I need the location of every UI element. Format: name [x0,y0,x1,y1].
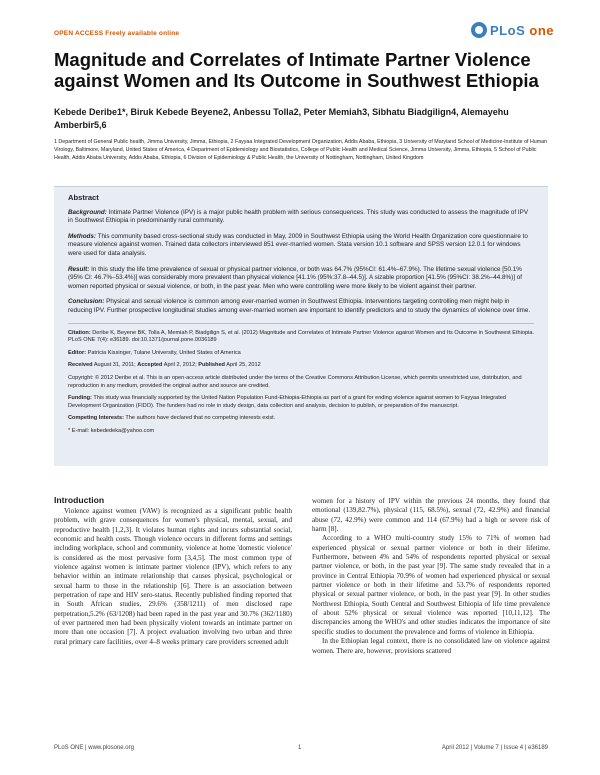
page-number: 1 [298,745,302,751]
paragraph: In the Ethiopian legal context, there is no consolidated law on violence against women. There are, however, provisions scattered [312,637,550,655]
journal-url[interactable]: PLoS ONE | www.plosone.org [54,745,134,751]
editor: Editor: Patricia Kissinger, Tulane University, United States of America [68,349,241,356]
abstract-box [54,186,548,466]
article-metadata [68,330,534,436]
paragraph: women for a history of IPV within the previous 24 months, they found that emotional (139,82.7%), physical (115, 68.5%), sexual (72, 42.9%) and financial abuse (72, 42.9%) were common and 114 (67.9%) had a high or severe risk of harm [8]. [312,497,550,534]
logo-text-one: one [529,22,554,38]
dates: Received August 31, 2011; Accepted April 2, 2012; Published April 25, 2012 [68,362,261,369]
issue-info: April 2012 | Volume 7 | Issue 4 | e36189 [441,745,548,751]
abstract-methods: Methods: This community based cross-sectional study was conducted in May, 2009 in Southwest Ethiopia using the World Health Organization core questionnaire to measure violence against women. Trained data collectors interviewed 851 ever-married women. Stata version 10.1 software and SPSS version 12.0.1 for windows were used for data analysis. [68,232,528,257]
affiliations: 1 Department of General Public health, Jimma University, Jimma, Ethiopia, 2 Fayyaa Integrated Development Organization, Addis Ababa, Ethiopia, 3 University of Maryland School of Medicine-Institute of Human Virology, Baltimore, Maryland, United States of America, 4 Department of Epidemiology and Biostatistics, College of Public Health and Medical Science, Jimma University, Jimma, Ethiopia, 5 School of Public Health, Addis Ababa University, Addis Ababa, Ethiopia, 6 Division of Epidemiology & Public Health, the University of Nottingham, Nottingham, United Kingdom [54,139,548,162]
paragraph: Violence against women (VAW) is recognized as a significant public health problem, with grave consequences for women's physical, mental, sexual, and reproductive health [1,2,3]. It violates human rights and incurs substantial social, economic and health costs. Though violence occurs in different forms and settings including workplace, school and community, violence at home 'domestic violence' is considered as the most pervasive form [3,4,5]. The most common type of violence against women is intimate partner violence (IPV), which refers to any behavior within an intimate relationship that causes physical, psychological or sexual harm to those in the relationship [6]. There is an association between perpetration of rape and HIV sero-status. Recently published finding reported that in South African studies, 29.6% (358/1211) of men disclosed rape perpetration,5.2% (63/1208) had been raped in the past year and 30.7% (362/1180) of ever partnered men had been physically violent towards an intimate partner on more than one occasion [7]. A project evaluation involving two urban and three rural primary care facilities, over 4–8 weeks primary care providers screened adult [54,507,292,646]
open-access-label: OPEN ACCESS Freely available online [54,30,180,37]
copyright: Copyright: © 2012 Deribe et al. This is an open-access article distributed under the terms of the Creative Commons Attribution License, which permits unrestricted use, distribution, and reproduction in any medium, provided the original author and source are credited. [68,374,522,389]
logo-text-plos: PLoS [490,22,526,38]
section-heading-introduction: Introduction [54,495,105,505]
corresponding-email[interactable]: * E-mail: kebededeka@yahoo.com [68,427,155,434]
funding: Funding: This study was financially supported by the United Nation Population Fund-Ethiopia-Ethiopia as part of a grant for ending violence against women to Fayyaa Integrated Development Organization (FIDO). The funders had no role in study design, data collection and analysis, decision to publish, or preparation of the manuscript. [68,395,507,409]
competing-interests: Competing Interests: The authors have declared that no competing interests exist. [68,415,276,422]
paragraph: According to a WHO multi-country study 15% to 71% of women had experienced physical or sexual partner violence or both in their lifetime. Furthermore, between 4% and 54% of respondents reported physical or sexual partner violence, or both, in the past year [9]. The same study revealed that in a province in Central Ethiopia 70.9% of women had experienced physical or sexual partner violence or both in their lifetime and 53.7% of respondents reported physical or sexual partner violence, or both, in the past year [9]. In other studies Northwest Ethiopia, South Central and Southwest Ethiopia of life time prevalence of about 52% physical or sexual violence was reported [10,11,12]. The discrepancies among the WHO's and other studies indicates the importance of site specific studies to document the prevalence and forms of violence in Ethiopia. [312,534,550,636]
abstract-heading: Abstract [68,193,99,202]
abstract-result: Result: In this study the life time prevalence of sexual or physical partner violence, or both was 64.7% (95%CI: 61.4%–67.9%). The lifetime sexual violence [50.1% (95% CI: 46.7%–53.4%)] was considerably more prevalent than physical violence [41.1% (95%:37.8–44.5)]. A sizable proportion [41.5% (95%CI: 38.2%–44.8%)] of women reported physical or sexual violence, or both, in the past year. Men who were controlling were more likely to be violent against their partner. [68,265,522,290]
abstract-background: Background: Intimate Partner Violence (IPV) is a major public health problem with serious consequences. This study was conducted to assess the magnitude of IPV in Southwest Ethiopia in predominantly rural community. [68,208,529,225]
abstract-conclusion: Conclusion: Physical and sexual violence is common among ever-married women in Southwest Ethiopia. Interventions targeting controlling men might help in reducing IPV. Further prospective longitudinal studies among ever-married women are important to identify predictors and to study the dynamics of violence over time. [68,298,531,314]
body-column-right [312,497,550,656]
journal-logo [471,18,554,42]
article-title: Magnitude and Correlates of Intimate Partner Violence against Women and Its Outcome in Southwest Ethiopia [54,49,539,91]
page-header [54,14,554,42]
citation: Citation: Deribe K, Beyene BK, Tolla A, Memiah P, Biadgilign S, et al. (2012) Magnitude and Correlates of Intimate Partner Violence against Women and Its Outcome in Southwest Ethiopia. PLoS ONE 7(4): e36189. doi:10.1371/journal.pone.0036189 [68,329,534,344]
body-column-left [54,507,292,647]
plos-logo-icon [471,22,487,38]
author-list: Kebede Deribe1*, Biruk Kebede Beyene2, Anbessu Tolla2, Peter Memiah3, Sibhatu Biadgilign4, Alemayehu Amberbir5,6 [54,107,509,130]
divider [68,323,534,324]
